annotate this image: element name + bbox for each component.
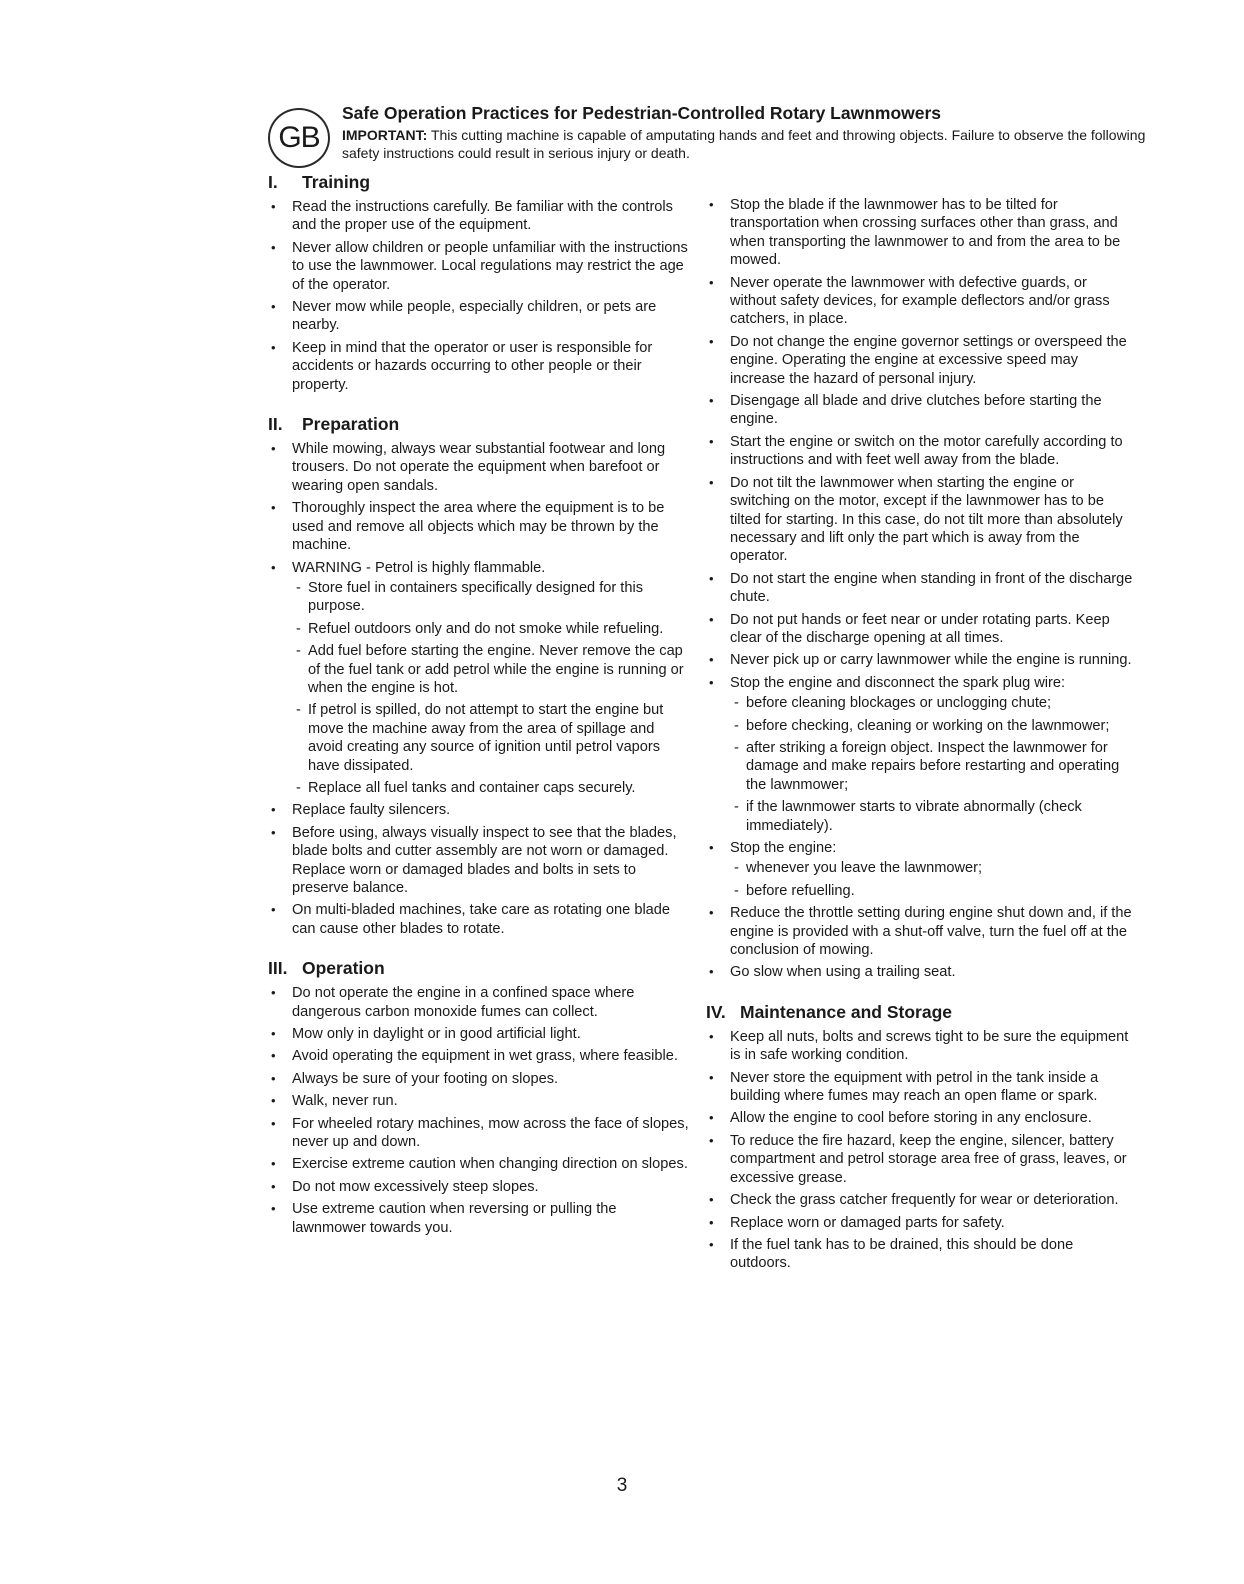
section-number: III.: [268, 958, 288, 979]
section-number: I.: [268, 172, 278, 192]
list-item: • Read the instructions carefully. Be familiar with the controls and the proper use of the equipment.: [268, 198, 692, 235]
section-maintenance: [706, 1000, 1134, 1273]
section-title: [268, 956, 692, 980]
left-column: [268, 170, 692, 1255]
list-item-stop-engine: [706, 839, 1134, 900]
list-item: • Reduce the throttle setting during engine shut down and, if the engine is provided with a shut-off valve, turn the fuel off at the conclusion of mowing.: [706, 904, 1134, 959]
section-number: II.: [268, 414, 283, 435]
list-item: • Do not change the engine governor settings or overspeed the engine. Operating the engine at excessive speed may increase the hazard of personal injury.: [706, 333, 1134, 388]
warning-text: WARNING - Petrol is highly flammable.: [292, 559, 546, 576]
section-title: [268, 412, 692, 436]
sub-item: - Refuel outdoors only and do not smoke while refueling.: [292, 620, 692, 638]
important-notice: [342, 126, 1148, 162]
section-training: [268, 170, 692, 394]
section-title-text: Training: [302, 172, 371, 192]
section-operation: [268, 956, 692, 1237]
document-title: Safe Operation Practices for Pedestrian-Controlled Rotary Lawnmowers: [342, 103, 942, 123]
sub-item: - before refuelling.: [730, 882, 1134, 900]
list-item: • If the fuel tank has to be drained, this should be done outdoors.: [706, 1236, 1134, 1273]
list-item: • Do not put hands or feet near or under rotating parts. Keep clear of the discharge opening at all times.: [706, 611, 1134, 648]
list-item: • For wheeled rotary machines, mow across the face of slopes, never up and down.: [268, 1115, 692, 1152]
list-item: • Always be sure of your footing on slopes.: [268, 1070, 692, 1088]
sub-item: - before cleaning blockages or unclogging chute;: [730, 694, 1134, 712]
list-item: • While mowing, always wear substantial footwear and long trousers. Do not operate the equipment when barefoot or wearing open sandals.: [268, 440, 692, 495]
section-title: [706, 1000, 1134, 1024]
important-text: This cutting machine is capable of amputating hands and feet and throwing objects. Failure to observe the following safety instructions could result in serious injury or death.: [342, 127, 1146, 161]
sub-item: - whenever you leave the lawnmower;: [730, 859, 1134, 877]
operation-list-continued: [706, 196, 1134, 982]
list-item: • Start the engine or switch on the motor carefully according to instructions and with feet well away from the blade.: [706, 433, 1134, 470]
spark-plug-text: Stop the engine and disconnect the spark plug wire:: [730, 674, 1066, 691]
list-item: • Keep in mind that the operator or user is responsible for accidents or hazards occurring to other people or their property.: [268, 339, 692, 394]
list-item: • Exercise extreme caution when changing direction on slopes.: [268, 1155, 692, 1173]
list-item: • Never mow while people, especially children, or pets are nearby.: [268, 298, 692, 335]
important-label: IMPORTANT:: [342, 127, 428, 143]
warning-sublist: [292, 579, 692, 797]
section-title: [268, 170, 692, 194]
list-item: • Never allow children or people unfamiliar with the instructions to use the lawnmower. Local regulations may restrict the age of the operator.: [268, 239, 692, 294]
stop-engine-sublist: [730, 859, 1134, 900]
list-item: • Replace worn or damaged parts for safety.: [706, 1214, 1134, 1232]
list-item: • Never operate the lawnmower with defective guards, or without safety devices, for example deflectors and/or grass catchers, in place.: [706, 274, 1134, 329]
maintenance-list: [706, 1028, 1134, 1273]
gb-language-badge: GB: [268, 108, 330, 168]
list-item: • Disengage all blade and drive clutches before starting the engine.: [706, 392, 1134, 429]
section-operation-continued: [706, 196, 1134, 982]
list-item: • To reduce the fire hazard, keep the engine, silencer, battery compartment and petrol storage area free of grass, leaves, or excessive grease.: [706, 1132, 1134, 1187]
list-item: • Keep all nuts, bolts and screws tight to be sure the equipment is in safe working condition.: [706, 1028, 1134, 1065]
list-item: • Walk, never run.: [268, 1092, 692, 1110]
header-text: [342, 102, 1148, 162]
training-list: [268, 198, 692, 394]
list-item-warning: [268, 559, 692, 798]
list-item: • Go slow when using a trailing seat.: [706, 963, 1134, 981]
sub-item: - Store fuel in containers specifically designed for this purpose.: [292, 579, 692, 616]
list-item: • Stop the blade if the lawnmower has to be tilted for transportation when crossing surfaces other than grass, and when transporting the lawnmower to and from the area to be mowed.: [706, 196, 1134, 270]
list-item: • On multi-bladed machines, take care as rotating one blade can cause other blades to rotate.: [268, 901, 692, 938]
preparation-list: [268, 440, 692, 938]
operation-list: [268, 984, 692, 1237]
list-item: • Do not operate the engine in a confined space where dangerous carbon monoxide fumes can collect.: [268, 984, 692, 1021]
list-item: • Use extreme caution when reversing or pulling the lawnmower towards you.: [268, 1200, 692, 1237]
list-item: • Never pick up or carry lawnmower while the engine is running.: [706, 651, 1134, 669]
stop-engine-text: Stop the engine:: [730, 840, 837, 856]
list-item-spark-plug: [706, 674, 1134, 835]
section-number: IV.: [706, 1001, 726, 1022]
spark-plug-sublist: [730, 694, 1134, 835]
sub-item: - before checking, cleaning or working on the lawnmower;: [730, 717, 1134, 735]
sub-item: - if the lawnmower starts to vibrate abnormally (check immediately).: [730, 798, 1134, 835]
list-item: • Before using, always visually inspect to see that the blades, blade bolts and cutter assembly are not worn or damaged. Replace worn or damaged blades and bolts in sets to preserve balance.: [268, 824, 692, 898]
section-title-text: Preparation: [302, 414, 400, 435]
section-title-text: Operation: [302, 958, 385, 979]
section-preparation: [268, 412, 692, 938]
list-item: • Do not start the engine when standing in front of the discharge chute.: [706, 570, 1134, 607]
right-column: [706, 196, 1134, 1291]
list-item: • Do not tilt the lawnmower when starting the engine or switching on the motor, except if the lawnmower has to be tilted for starting. In this case, do not tilt more than absolutely necessary and lift only the part which is away from the operator.: [706, 474, 1134, 566]
sub-item: - If petrol is spilled, do not attempt to start the engine but move the machine away from the area of spillage and avoid creating any source of ignition until petrol vapors have dissipated.: [292, 701, 692, 775]
list-item: • Allow the engine to cool before storing in any enclosure.: [706, 1109, 1134, 1127]
sub-item: - after striking a foreign object. Inspect the lawnmower for damage and make repairs before restarting and operating the lawnmower;: [730, 739, 1134, 794]
section-title-text: Maintenance and Storage: [740, 1001, 952, 1022]
list-item: • Avoid operating the equipment in wet grass, where feasible.: [268, 1047, 692, 1065]
page-number: 3: [616, 1475, 628, 1496]
list-item: • Mow only in daylight or in good artificial light.: [268, 1025, 692, 1043]
list-item: • Check the grass catcher frequently for wear or deterioration.: [706, 1191, 1134, 1209]
list-item: • Thoroughly inspect the area where the equipment is to be used and remove all objects which may be thrown by the machine.: [268, 499, 692, 554]
list-item: • Do not mow excessively steep slopes.: [268, 1178, 692, 1196]
sub-item: - Add fuel before starting the engine. Never remove the cap of the fuel tank or add petrol while the engine is running or when the engine is hot.: [292, 642, 692, 697]
list-item: • Never store the equipment with petrol in the tank inside a building where fumes may reach an open flame or spark.: [706, 1069, 1134, 1106]
sub-item: - Replace all fuel tanks and container caps securely.: [292, 779, 692, 797]
list-item: • Replace faulty silencers.: [268, 801, 692, 819]
